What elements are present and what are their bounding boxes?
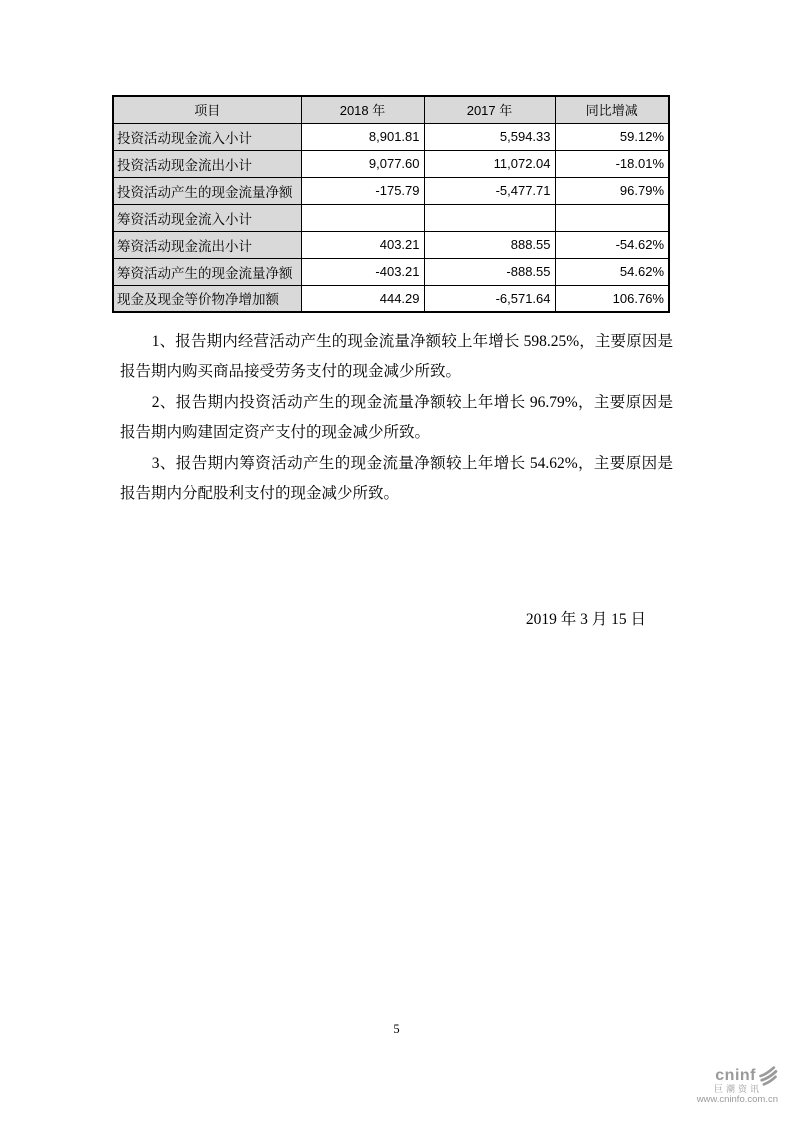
row-item-label: 现金及现金等价物净增加额 — [113, 285, 301, 312]
row-item-label: 筹资活动现金流入小计 — [113, 204, 301, 231]
row-2017-value: 888.55 — [424, 231, 555, 258]
row-2017-value — [424, 204, 555, 231]
row-item-label: 筹资活动现金流出小计 — [113, 231, 301, 258]
table-row — [113, 150, 669, 177]
cash-flow-table — [112, 95, 670, 313]
column-header-item: 项目 — [113, 96, 301, 123]
row-2017-value: -888.55 — [424, 258, 555, 285]
row-item-label: 投资活动产生的现金流量净额 — [113, 177, 301, 204]
row-change-value: 106.76% — [555, 285, 669, 312]
row-item-label: 投资活动现金流入小计 — [113, 123, 301, 150]
table-row — [113, 285, 669, 312]
cninfo-chinese-name: 巨潮资讯 — [713, 1084, 762, 1094]
row-2017-value: -6,571.64 — [424, 285, 555, 312]
page-number: 5 — [393, 1022, 400, 1036]
cninfo-logo-row — [715, 1066, 778, 1086]
row-2017-value: 5,594.33 — [424, 123, 555, 150]
table-row — [113, 123, 669, 150]
analysis-paragraphs — [120, 327, 673, 509]
column-header-2017: 2017 年 — [424, 96, 555, 123]
row-change-value: 54.62% — [555, 258, 669, 285]
paragraph-financing-cash-flow: 3、报告期内筹资活动产生的现金流量净额较上年增长 54.62%，主要原因是报告期内分配股利支付的现金减少所致。 — [120, 454, 673, 503]
row-2018-value: 403.21 — [301, 231, 424, 258]
row-2018-value: 9,077.60 — [301, 150, 424, 177]
row-change-value — [555, 204, 669, 231]
row-2017-value: -5,477.71 — [424, 177, 555, 204]
row-item-label: 投资活动现金流出小计 — [113, 150, 301, 177]
row-2018-value: 444.29 — [301, 285, 424, 312]
row-2018-value: -175.79 — [301, 177, 424, 204]
row-2018-value — [301, 204, 424, 231]
cninfo-swirl-icon — [758, 1066, 778, 1086]
cninfo-wordmark: cninf — [715, 1066, 756, 1084]
paragraph-investing-cash-flow: 2、报告期内投资活动产生的现金流量净额较上年增长 96.79%，主要原因是报告期内购建固定资产支付的现金减少所致。 — [120, 393, 673, 442]
row-change-value: -54.62% — [555, 231, 669, 258]
row-2017-value: 11,072.04 — [424, 150, 555, 177]
table-row — [113, 204, 669, 231]
table-row — [113, 258, 669, 285]
table-row — [113, 231, 669, 258]
row-2018-value: -403.21 — [301, 258, 424, 285]
paragraph-operating-cash-flow: 1、报告期内经营活动产生的现金流量净额较上年增长 598.25%，主要原因是报告期内购买商品接受劳务支付的现金减少所致。 — [120, 333, 673, 381]
cninfo-url: www.cninfo.com.cn — [696, 1094, 778, 1106]
table-row — [113, 177, 669, 204]
column-header-change: 同比增减 — [555, 96, 669, 123]
report-date: 2019 年 3 月 15 日 — [525, 611, 646, 628]
row-change-value: 96.79% — [555, 177, 669, 204]
row-change-value: -18.01% — [555, 150, 669, 177]
cninfo-logo — [697, 1066, 778, 1106]
row-item-label: 筹资活动产生的现金流量净额 — [113, 258, 301, 285]
table-header-row — [113, 96, 669, 123]
row-change-value: 59.12% — [555, 123, 669, 150]
column-header-2018: 2018 年 — [301, 96, 424, 123]
row-2018-value: 8,901.81 — [301, 123, 424, 150]
